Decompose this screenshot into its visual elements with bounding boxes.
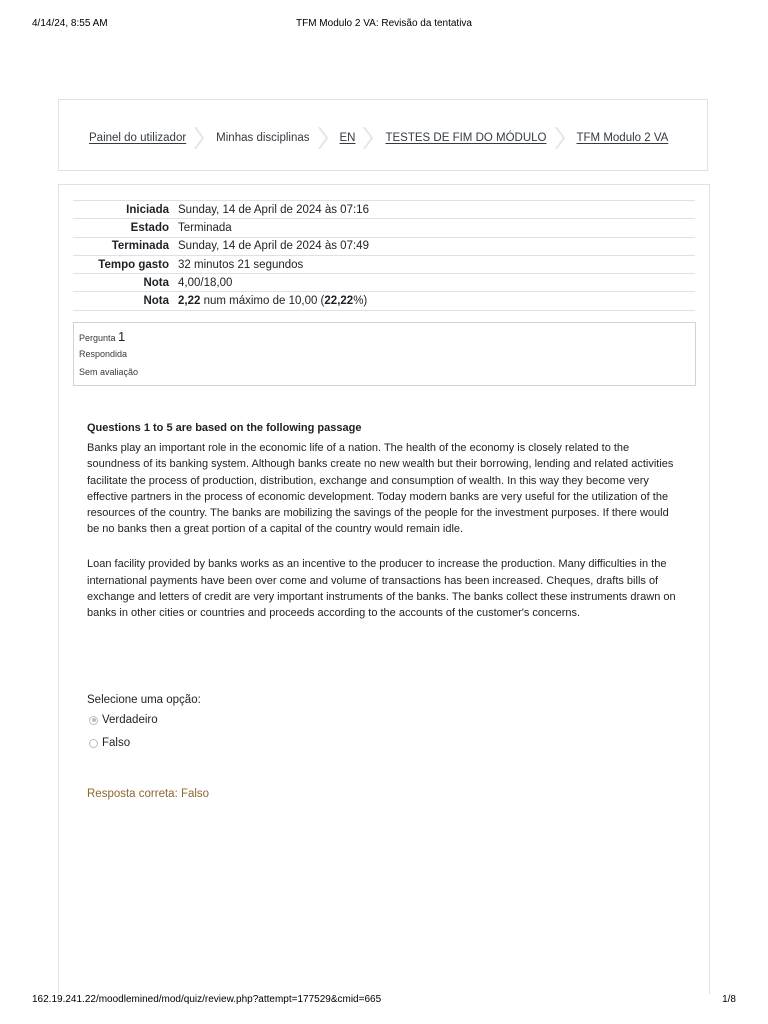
breadcrumb-dashboard-link[interactable]: Painel do utilizador xyxy=(89,132,187,144)
print-header xyxy=(0,18,768,32)
question-state: Respondida xyxy=(79,349,128,359)
summary-label: Nota xyxy=(143,295,169,308)
summary-row-completed xyxy=(73,237,695,255)
breadcrumb-quiz-link[interactable]: TFM Modulo 2 VA xyxy=(576,132,669,144)
summary-label: Estado xyxy=(130,221,169,234)
grade-value: 2,22 xyxy=(178,295,201,308)
breadcrumb-separator-icon xyxy=(555,127,565,149)
question-text xyxy=(87,420,683,640)
summary-row-state xyxy=(73,219,695,237)
answer-prompt: Selecione uma opção: xyxy=(87,694,201,706)
question-heading: Questions 1 to 5 are based on the following passage xyxy=(87,422,362,434)
summary-label: Nota xyxy=(143,276,169,289)
option-label: Verdadeiro xyxy=(102,714,158,726)
breadcrumb xyxy=(89,127,668,149)
breadcrumb-separator-icon xyxy=(318,127,328,149)
breadcrumb-container xyxy=(58,99,708,171)
grade-percent: 22,22 xyxy=(324,295,354,308)
summary-row-grade xyxy=(73,292,695,310)
question-info-box xyxy=(73,322,696,386)
breadcrumb-course-link[interactable]: EN xyxy=(339,132,356,144)
attempt-summary-table xyxy=(73,200,695,311)
summary-row-marks xyxy=(73,274,695,292)
summary-value xyxy=(178,292,695,310)
quiz-review-region xyxy=(58,184,710,994)
question-number-line xyxy=(79,329,125,344)
summary-row-time-taken xyxy=(73,255,695,273)
summary-label: Iniciada xyxy=(126,203,169,216)
summary-value: 4,00/18,00 xyxy=(178,276,233,289)
option-false[interactable] xyxy=(89,737,130,749)
print-page-number: 1/8 xyxy=(722,994,736,1005)
passage-paragraph: Banks play an important role in the economic life of a nation. The health of the economy is closely related to the soundness of its banking system. Although banks create no new wealth but their borrowing, lending and related activities facilitate the process of production, distribution, exchange and consumption of wealth. In this way they become very effective partners in the process of economic development. Today modern banks are very useful for the utilization of the resources of the country. The banks are mobilizing the savings of the people for the investment purposes. If there would be no banks then a great portion of a capital of the country would remain idle. xyxy=(87,442,674,536)
summary-value: Terminada xyxy=(178,221,232,234)
right-answer-feedback: Resposta correta: Falso xyxy=(87,788,210,800)
summary-label: Terminada xyxy=(111,240,169,253)
breadcrumb-separator-icon xyxy=(363,127,373,149)
question-number: 1 xyxy=(118,329,126,344)
print-footer xyxy=(0,994,768,1008)
breadcrumb-section-link[interactable]: TESTES DE FIM DO MÓDULO xyxy=(385,132,547,144)
breadcrumb-my-courses[interactable]: Minhas disciplinas xyxy=(216,132,310,144)
radio-checked-icon[interactable] xyxy=(89,716,98,725)
summary-value: Sunday, 14 de April de 2024 às 07:16 xyxy=(178,203,369,216)
print-title: TFM Modulo 2 VA: Revisão da tentativa xyxy=(295,18,472,29)
grade-middle-text: num máximo de 10,00 ( xyxy=(200,295,325,308)
breadcrumb-separator-icon xyxy=(194,127,204,149)
option-true[interactable] xyxy=(89,714,158,726)
print-url: 162.19.241.22/moodlemined/mod/quiz/review.php?attempt=177529&cmid=665 xyxy=(32,994,382,1005)
passage-paragraph: Loan facility provided by banks works as an incentive to the producer to increase the production. Many difficulties in the international payments have been over come and volume of transactions has been increased. Cheques, drafts bills of exchange and letters of credit are very important instruments of the banks. The banks collect these instruments drawn on banks in other cities or countries and proceeds according to the accounts of the customer's concerns. xyxy=(87,558,676,620)
summary-value: 32 minutos 21 segundos xyxy=(178,258,304,271)
question-label: Pergunta xyxy=(79,333,116,343)
summary-value: Sunday, 14 de April de 2024 às 07:49 xyxy=(178,240,369,253)
grade-end-text: %) xyxy=(353,295,368,308)
radio-unchecked-icon[interactable] xyxy=(89,739,98,748)
print-date: 4/14/24, 8:55 AM xyxy=(32,18,108,29)
question-grade: Sem avaliação xyxy=(79,367,139,377)
summary-row-started xyxy=(73,201,695,219)
option-label: Falso xyxy=(102,737,131,749)
summary-label: Tempo gasto xyxy=(98,258,169,271)
